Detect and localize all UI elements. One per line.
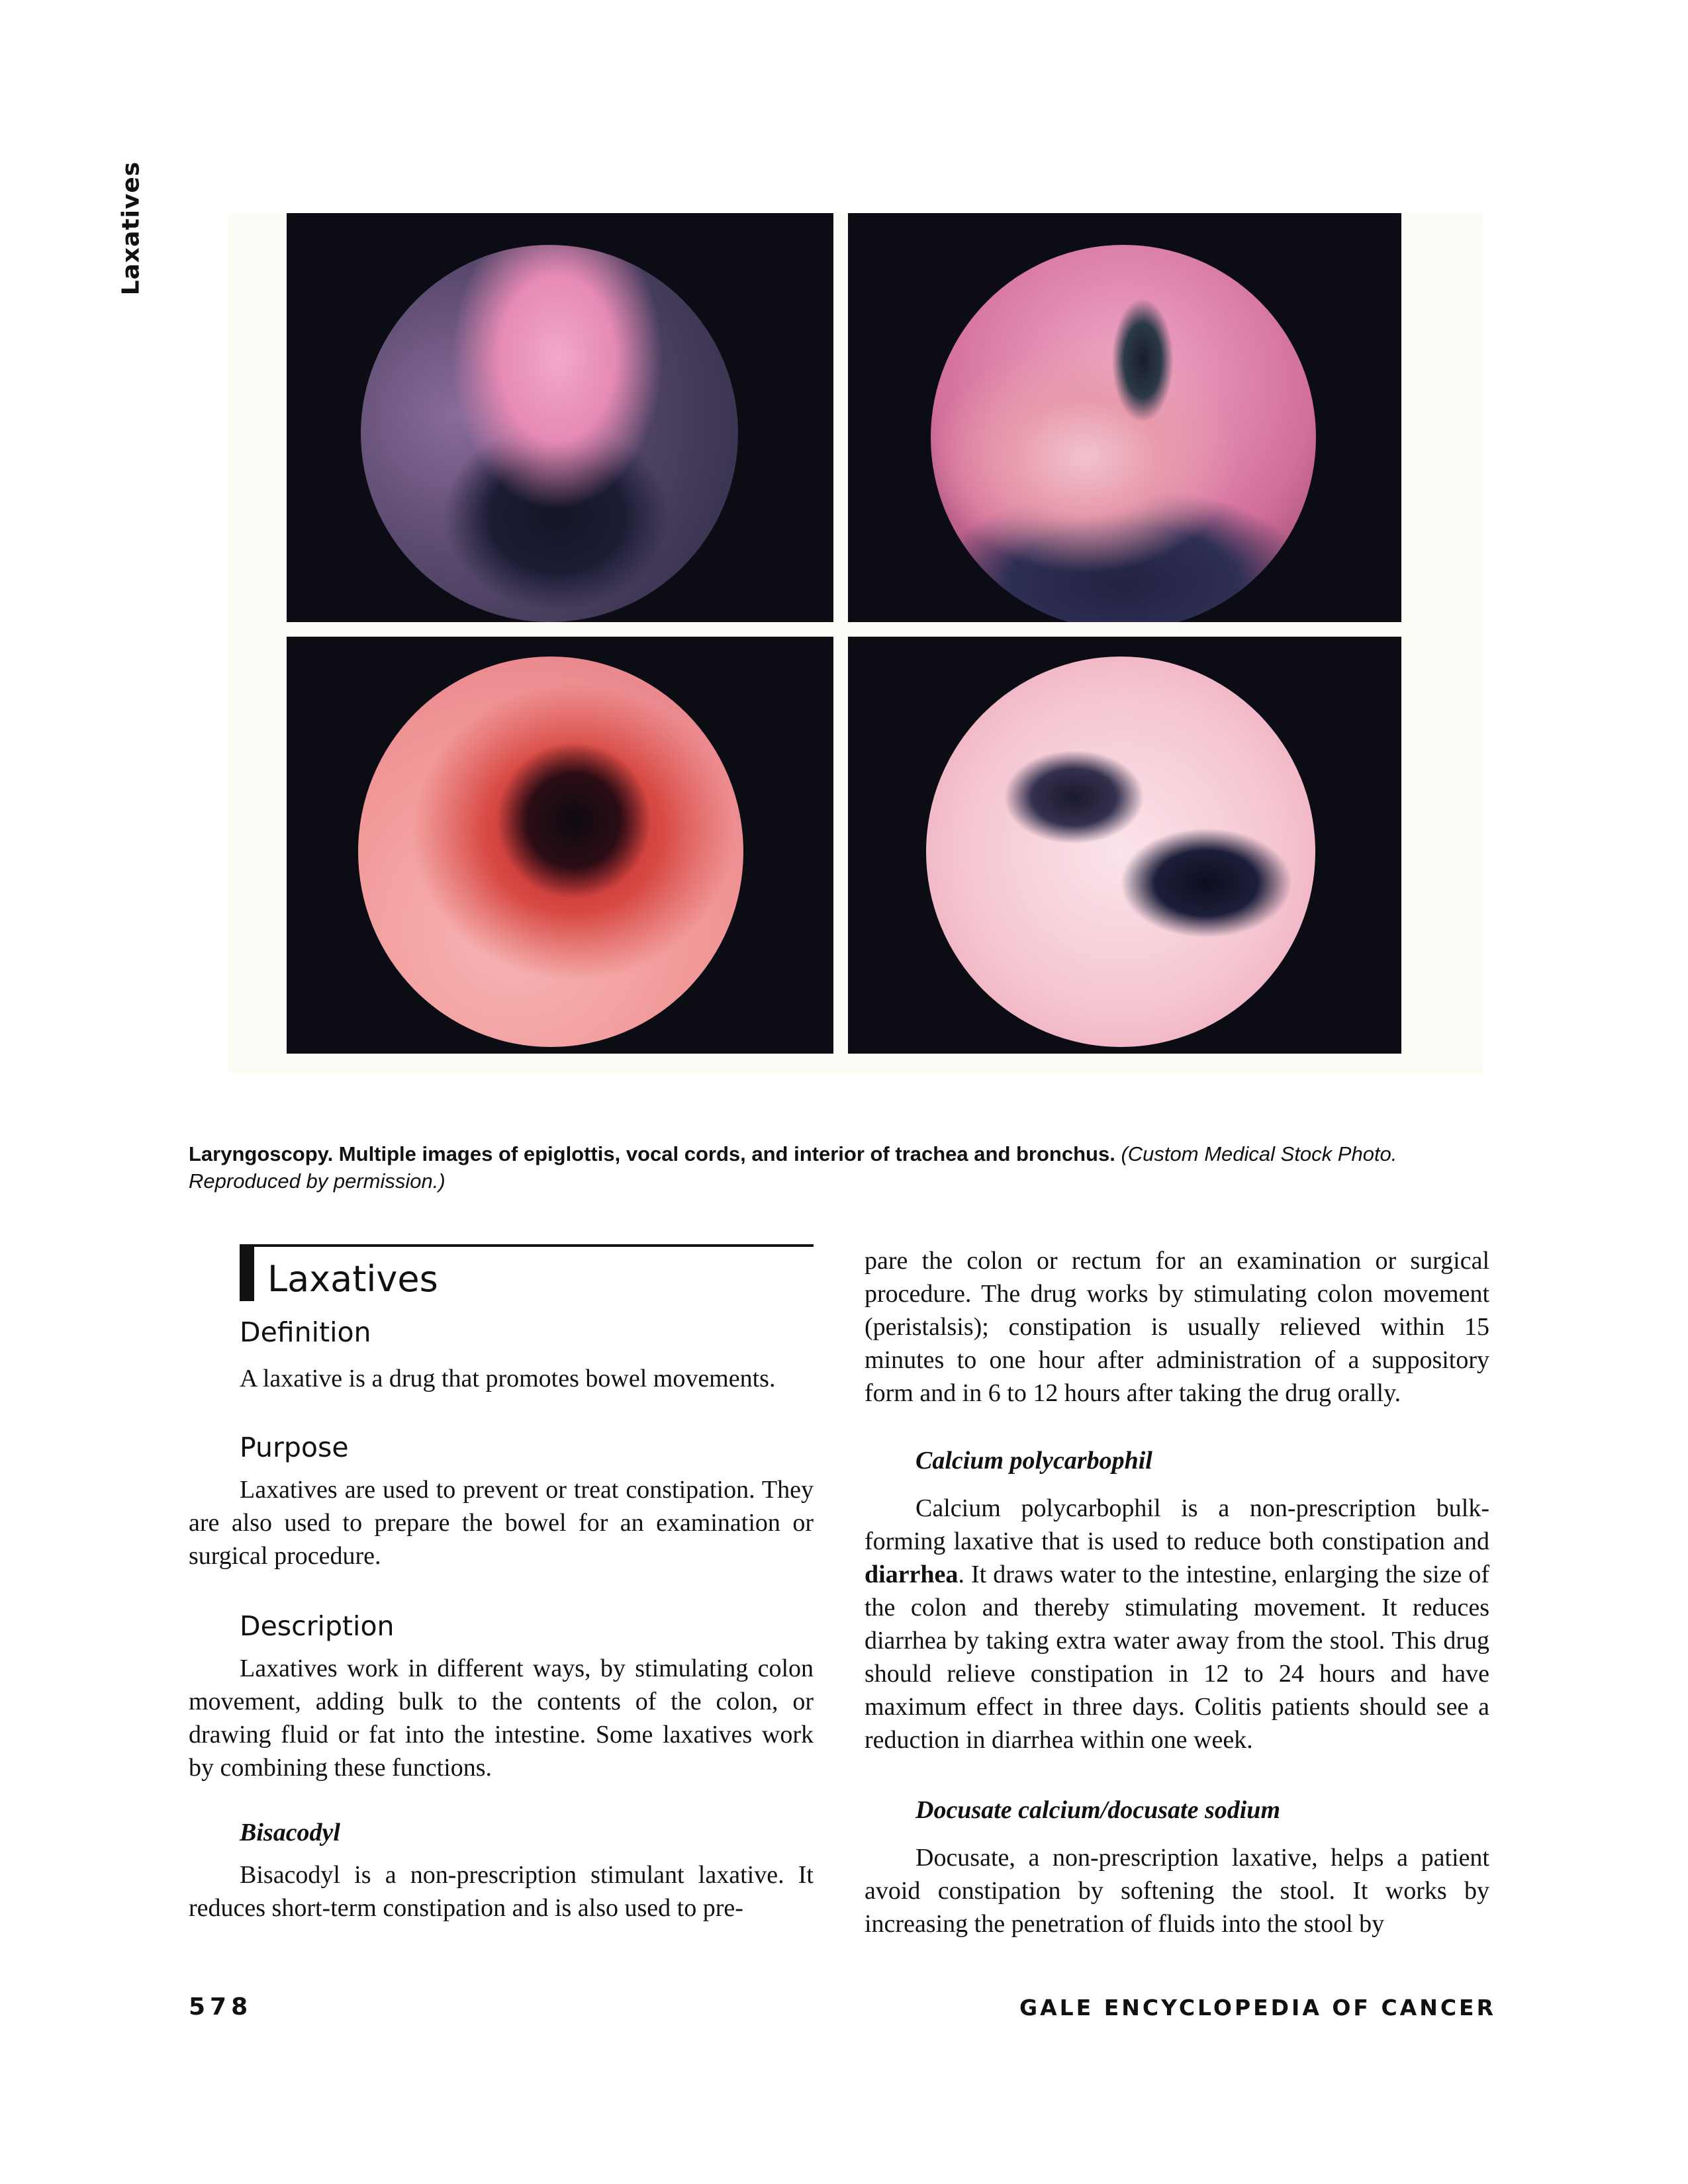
purpose-heading: Purpose: [240, 1432, 349, 1463]
purpose-text: Laxatives are used to prevent or treat constipation. They are also used to prepare the bowel for an examination or surgical procedure.: [189, 1476, 814, 1570]
bisacodyl-text-continued: pare the colon or rectum for an examination or surgical procedure. The drug works by stimulating colon movement (peristalsis); constipation is usually relieved within 15 minutes to one hour after administration of a suppository form and in 6 to 12 hours after taking the drug orally.: [865, 1247, 1489, 1407]
figure-panel-bronchus: [848, 637, 1401, 1054]
calcium-text-end: . It draws water to the intestine, enlarging the size of the colon and thereby stimulating movement. It reduces diarrhea by taking extra water away from the stool. This drug should relieve constipation in 12 to 24 hours and have maximum effect in three days. Colitis patients should see a reduction in diarrhea within one week.: [865, 1561, 1489, 1754]
scope-image: [361, 245, 738, 622]
figure-panel-vocal-cords: [848, 213, 1401, 622]
figure-panel-epiglottis: [287, 213, 833, 622]
side-tab: [111, 161, 151, 296]
bisacodyl-text: Bisacodyl is a non-prescription stimulant laxative. It reduces short-term constipation and is also used to pre-: [189, 1861, 814, 1922]
side-tab-label: Laxatives: [117, 161, 145, 296]
page-number: 578: [189, 1993, 253, 2021]
caption-title: Laryngoscopy. Multiple images of epiglottis, vocal cords, and interior of trachea and bronchus.: [189, 1142, 1115, 1165]
definition-heading: Definition: [240, 1316, 371, 1348]
calcium-polycarbophil-text: [865, 1492, 1489, 1756]
figure-caption: [189, 1141, 1499, 1195]
diarrhea-term: diarrhea: [865, 1561, 959, 1588]
entry-title-bar: [240, 1244, 814, 1316]
description-text: Laxatives work in different ways, by stimulating colon movement, adding bulk to the contents of the colon, or drawing fluid or fat into the intestine. Some laxatives work by combining these functions.: [189, 1655, 814, 1782]
figure-panel-trachea: [287, 637, 833, 1054]
docusate-heading: Docusate calcium/docusate sodium: [915, 1796, 1280, 1824]
scope-image: [931, 245, 1316, 622]
calcium-polycarbophil-heading: Calcium polycarbophil: [915, 1447, 1152, 1475]
entry-title: Laxatives: [267, 1258, 438, 1300]
scope-image: [926, 657, 1315, 1047]
right-column: [865, 1244, 1489, 1940]
definition-text: A laxative is a drug that promotes bowel movements.: [240, 1365, 776, 1392]
left-column: [189, 1244, 814, 1925]
docusate-text: Docusate, a non-prescription laxative, helps a patient avoid constipation by softening the stool. It works by increasing the penetration of fluids into the stool by: [865, 1844, 1489, 1938]
bisacodyl-heading: Bisacodyl: [240, 1819, 340, 1846]
calcium-text-start: Calcium polycarbophil is a non-prescription bulk-forming laxative that is used to reduce both constipation and: [865, 1494, 1489, 1555]
laryngoscopy-figure: [228, 213, 1483, 1073]
book-title: GALE ENCYCLOPEDIA OF CANCER: [1019, 1995, 1496, 2021]
description-heading: Description: [240, 1610, 395, 1642]
title-marker: [240, 1247, 254, 1301]
scope-image: [358, 657, 743, 1047]
caption-credit: (Custom Medical Stock Photo. Reproduced by permission.): [189, 1142, 1397, 1193]
